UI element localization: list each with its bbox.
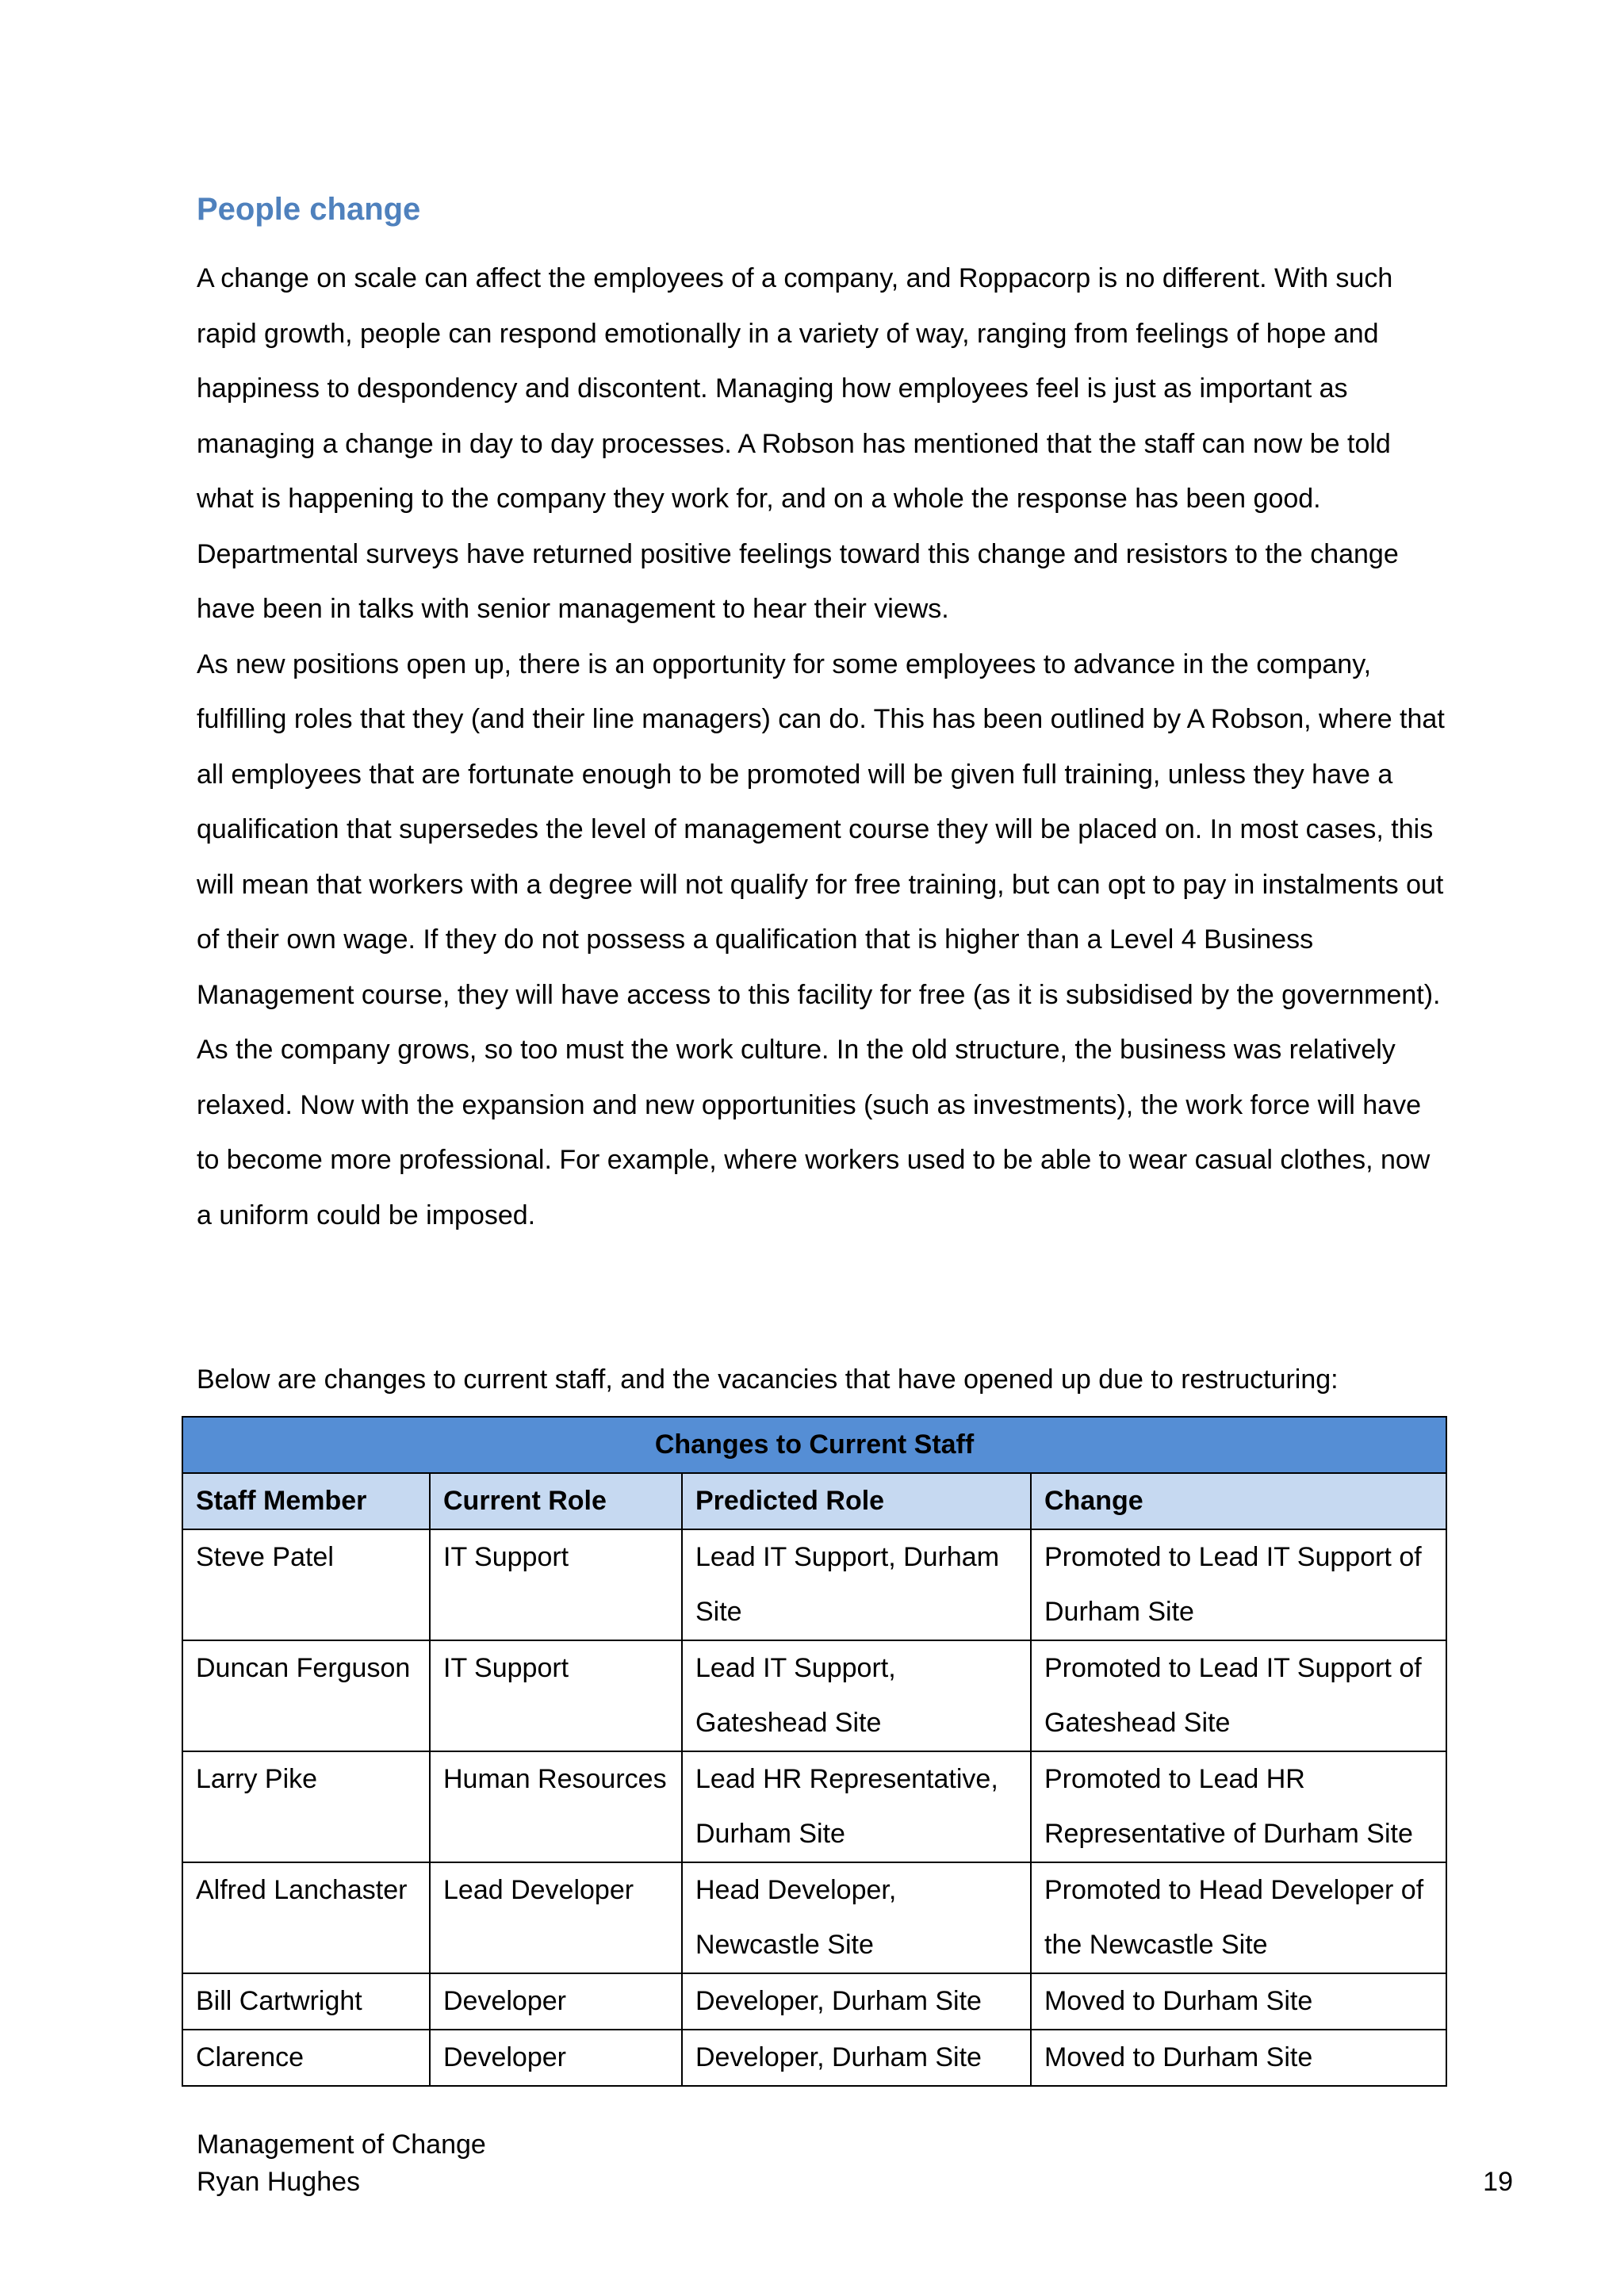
predicted-role-cell: Lead IT Support, Gateshead Site (682, 1640, 1031, 1751)
page-number: 19 (1483, 2167, 1513, 2197)
table-header-row (182, 1473, 1446, 1529)
staff-member-cell: Bill Cartwright (182, 1973, 430, 2030)
change-cell: Moved to Durham Site (1031, 2030, 1446, 2086)
table-row (182, 1973, 1446, 2030)
change-cell: Promoted to Lead IT Support of Durham Site (1031, 1529, 1446, 1640)
current-role-cell: Developer (430, 1973, 682, 2030)
column-header-predicted-role: Predicted Role (682, 1473, 1031, 1529)
staff-member-cell: Larry Pike (182, 1751, 430, 1862)
staff-changes-table (182, 1416, 1447, 2087)
body-text (197, 251, 1450, 1243)
staff-member-cell: Clarence (182, 2030, 430, 2086)
footer-author: Ryan Hughes (197, 2167, 361, 2197)
change-cell: Promoted to Head Developer of the Newcastle Site (1031, 1862, 1446, 1973)
staff-member-cell: Alfred Lanchaster (182, 1862, 430, 1973)
paragraph: As new positions open up, there is an opportunity for some employees to advance in the company, fulfilling roles that they (and their line managers) can do. This has been outlined by A Robson, where that all employees that are fortunate enough to be promoted will be given full training, unless they have a qualification that supersedes the level of management course they will be placed on. In most cases, this will mean that workers with a degree will not qualify for free training, but can opt to pay in instalments out of their own wage. If they do not possess a qualification that is higher than a Level 4 Business Management course, they will have access to this facility for free (as it is subsidised by the government). (197, 649, 1445, 1010)
footer-document-title: Management of Change (197, 2130, 486, 2160)
staff-member-cell: Steve Patel (182, 1529, 430, 1640)
predicted-role-cell: Developer, Durham Site (682, 1973, 1031, 2030)
column-header-current-role: Current Role (430, 1473, 682, 1529)
table-row (182, 2030, 1446, 2086)
predicted-role-cell: Lead IT Support, Durham Site (682, 1529, 1031, 1640)
change-cell: Moved to Durham Site (1031, 1973, 1446, 2030)
table-row (182, 1862, 1446, 1973)
paragraph: As the company grows, so too must the work culture. In the old structure, the business was relatively relaxed. Now with the expansion and new opportunities (such as investments), the work force will have to become more professional. For example, where workers used to be able to wear casual clothes, now a uniform could be imposed. (197, 1035, 1431, 1230)
current-role-cell: IT Support (430, 1640, 682, 1751)
predicted-role-cell: Head Developer, Newcastle Site (682, 1862, 1031, 1973)
table-row (182, 1640, 1446, 1751)
table-row (182, 1529, 1446, 1640)
current-role-cell: Human Resources (430, 1751, 682, 1862)
table-title: Changes to Current Staff (182, 1417, 1446, 1473)
current-role-cell: Lead Developer (430, 1862, 682, 1973)
table-row (182, 1751, 1446, 1862)
predicted-role-cell: Lead HR Representative, Durham Site (682, 1751, 1031, 1862)
current-role-cell: IT Support (430, 1529, 682, 1640)
column-header-staff-member: Staff Member (182, 1473, 430, 1529)
staff-member-cell: Duncan Ferguson (182, 1640, 430, 1751)
change-cell: Promoted to Lead IT Support of Gateshead Site (1031, 1640, 1446, 1751)
change-cell: Promoted to Lead HR Representative of Durham Site (1031, 1751, 1446, 1862)
table-title-row (182, 1417, 1446, 1473)
footer (197, 2126, 486, 2201)
column-header-change: Change (1031, 1473, 1446, 1529)
current-role-cell: Developer (430, 2030, 682, 2086)
paragraph: A change on scale can affect the employees of a company, and Roppacorp is no different. With such rapid growth, people can respond emotionally in a variety of way, ranging from feelings of hope and happiness to despondency and discontent. Managing how employees feel is just as important as managing a change in day to day processes. A Robson has mentioned that the staff can now be told what is happening to the company they work for, and on a whole the response has been good. Departmental surveys have returned positive feelings toward this change and resistors to the change have been in talks with senior management to hear their views. (197, 263, 1399, 624)
section-heading: People change (197, 192, 421, 227)
table-intro: Below are changes to current staff, and the vacancies that have opened up due to restructuring: (197, 1364, 1339, 1395)
predicted-role-cell: Developer, Durham Site (682, 2030, 1031, 2086)
